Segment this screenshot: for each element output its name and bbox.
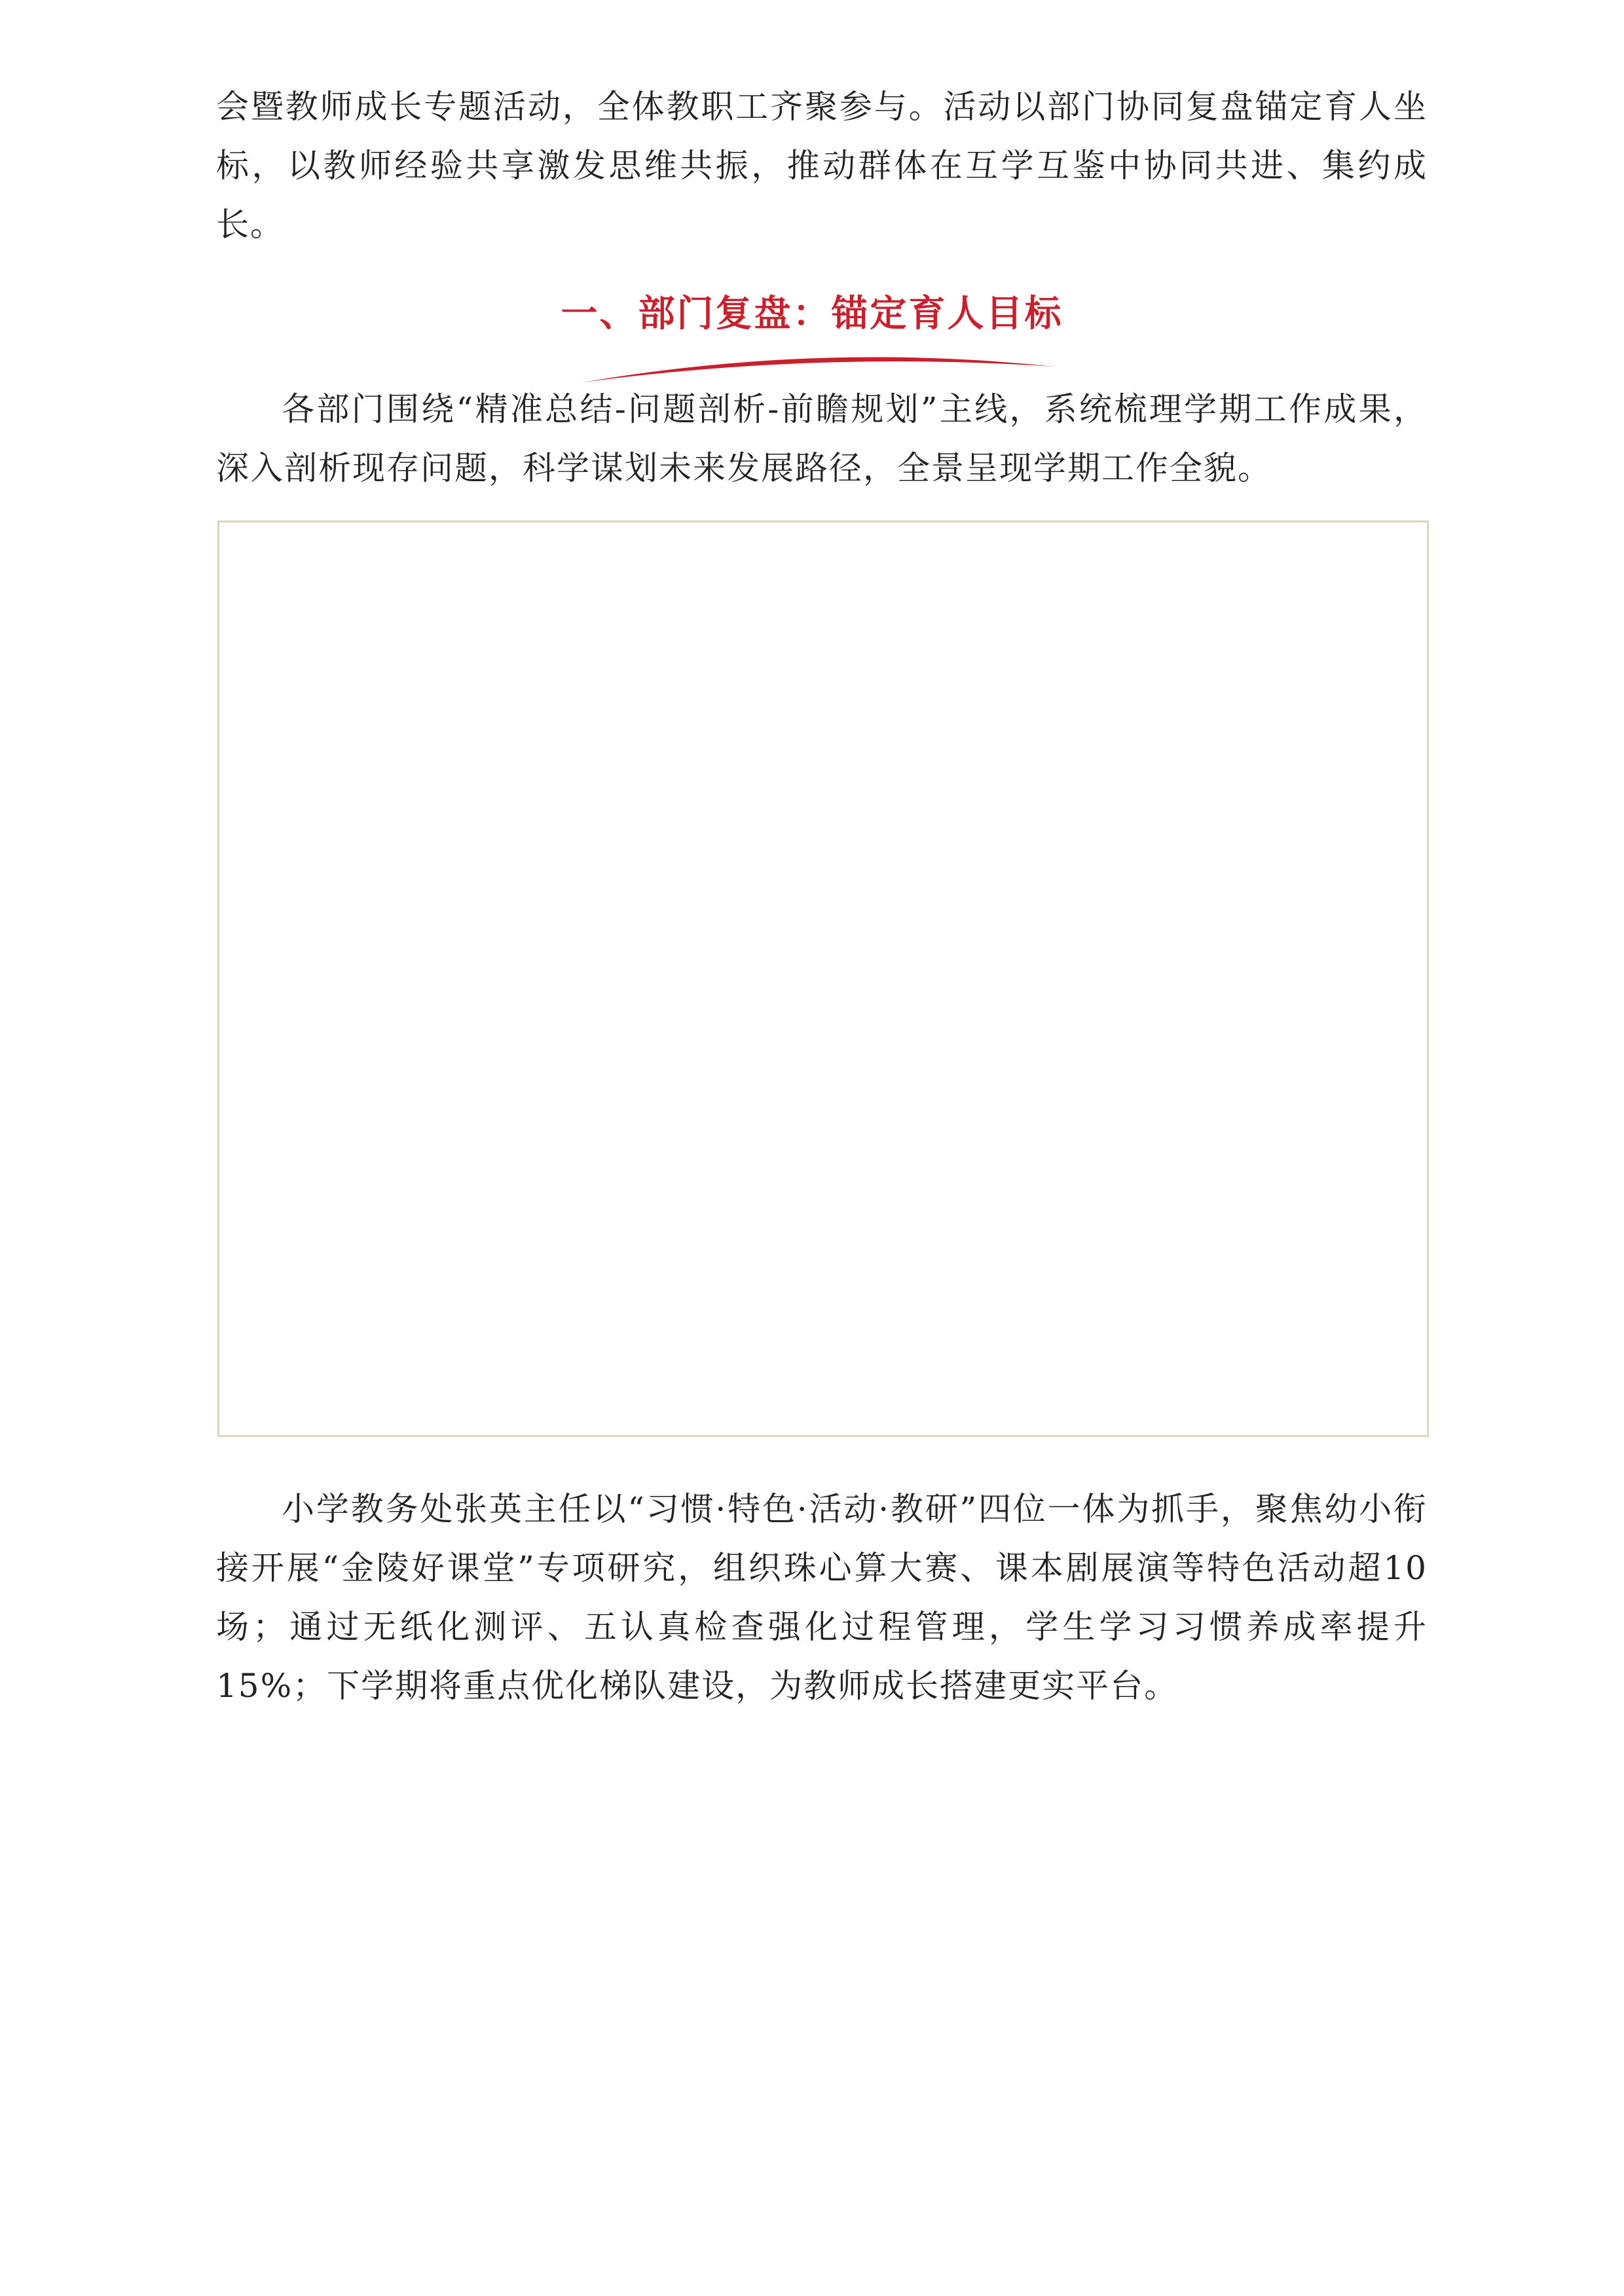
section-heading	[0, 288, 1624, 340]
department-review-paragraph: 各部门围绕“精准总结-问题剖析-前瞻规划”主线，系统梳理学期工作成果，深入剖析现存问题，科学谋划未来发展路径，全景呈现学期工作全貌。	[216, 390, 1428, 487]
section-heading-text: 一、部门复盘：锚定育人目标	[561, 293, 1063, 335]
primary-affairs-paragraph: 小学教务处张英主任以“习惯·特色·活动·教研”四位一体为抓手，聚焦幼小衔接开展“金陵好课堂”专项研究，组织珠心算大赛、课本剧展演等特色活动超10场；通过无纸化测评、五认真检查强化过程管理，学生学习习惯养成率提升15%；下学期将重点优化梯队建设，为教师成长搭建更实平台。	[216, 1490, 1428, 1705]
photo-placeholder-frame	[217, 520, 1429, 1437]
intro-paragraph: 会暨教师成长专题活动，全体教职工齐聚参与。活动以部门协同复盘锚定育人坐标，以教师经验共享激发思维共振，推动群体在互学互鉴中协同共进、集约成长。	[216, 88, 1428, 244]
